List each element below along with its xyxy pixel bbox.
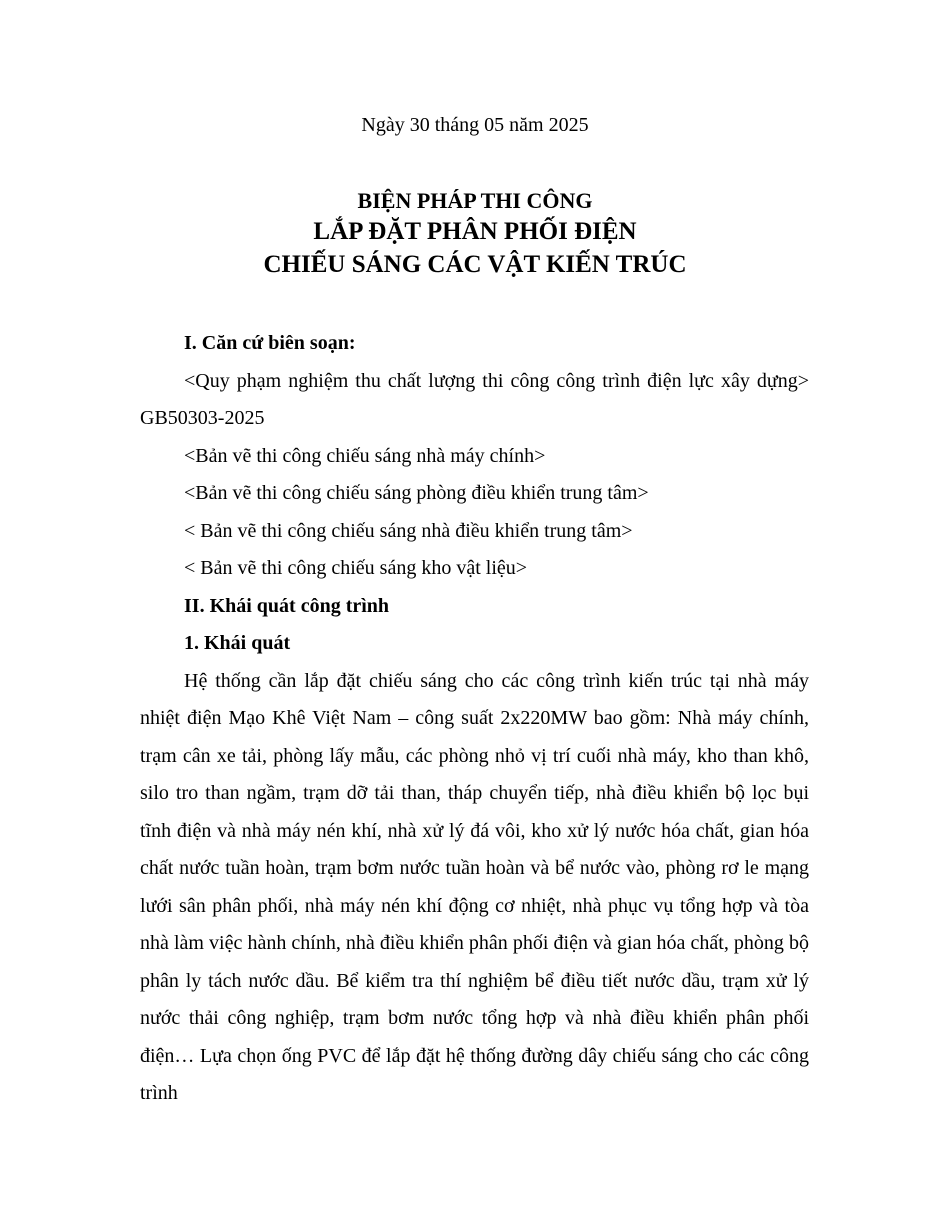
title-line-2: LẮP ĐẶT PHÂN PHỐI ĐIỆN <box>313 218 637 245</box>
section-1-heading: I. Căn cứ biên soạn: <box>184 332 356 354</box>
document-date: Ngày 30 tháng 05 năm 2025 <box>361 114 589 136</box>
title-line-3: CHIẾU SÁNG CÁC VẬT KIẾN TRÚC <box>263 251 687 278</box>
section-2-heading: II. Khái quát công trình <box>184 594 390 617</box>
section-2-subheading: 1. Khái quát <box>184 632 291 654</box>
document-title <box>0 187 950 281</box>
reference-item: < Bản vẽ thi công chiếu sáng nhà điều khiển trung tâm> <box>184 519 633 542</box>
reference-item: < Bản vẽ thi công chiếu sáng kho vật liệu> <box>184 557 528 579</box>
reference-item: <Bản vẽ thi công chiếu sáng nhà máy chính> <box>184 444 546 467</box>
document-body <box>140 325 809 1113</box>
reference-item: <Bản vẽ thi công chiếu sáng phòng điều khiển trung tâm> <box>184 482 649 504</box>
title-line-1: BIỆN PHÁP THI CÔNG <box>357 188 593 213</box>
overview-paragraph: Hệ thống cần lắp đặt chiếu sáng cho các công trình kiến trúc tại nhà máy nhiệt điện Mạo Khê Việt Nam – công suất 2x220MW bao gồm: Nhà máy chính, trạm cân xe tải, phòng lấy mẫu, các phòng nhỏ vị trí cuối nhà máy, kho than khô, silo tro than ngầm, trạm dỡ tải than, tháp chuyển tiếp, nhà điều khiển bộ lọc bụi tĩnh điện và nhà máy nén khí, nhà xử lý đá vôi, kho xử lý nước hóa chất, gian hóa chất nước tuần hoàn, trạm bơm nước tuần hoàn và bể nước vào, phòng rơ le mạng lưới sân phân phối, nhà máy nén khí động cơ nhiệt, nhà phục vụ tổng hợp và tòa nhà làm việc hành chính, nhà điều khiển phân phối điện và gian hóa chất, phòng bộ phân ly tách nước dầu. Bể kiểm tra thí nghiệm bể điều tiết nước dầu, trạm xử lý nước thải công nghiệp, trạm bơm nước tổng hợp và nhà điều khiển phân phối điện… Lựa chọn ống PVC để lắp đặt hệ thống đường dây chiếu sáng cho các công trình <box>140 669 809 1104</box>
reference-item: <Quy phạm nghiệm thu chất lượng thi công công trình điện lực xây dựng> GB50303-2025 <box>140 369 809 429</box>
